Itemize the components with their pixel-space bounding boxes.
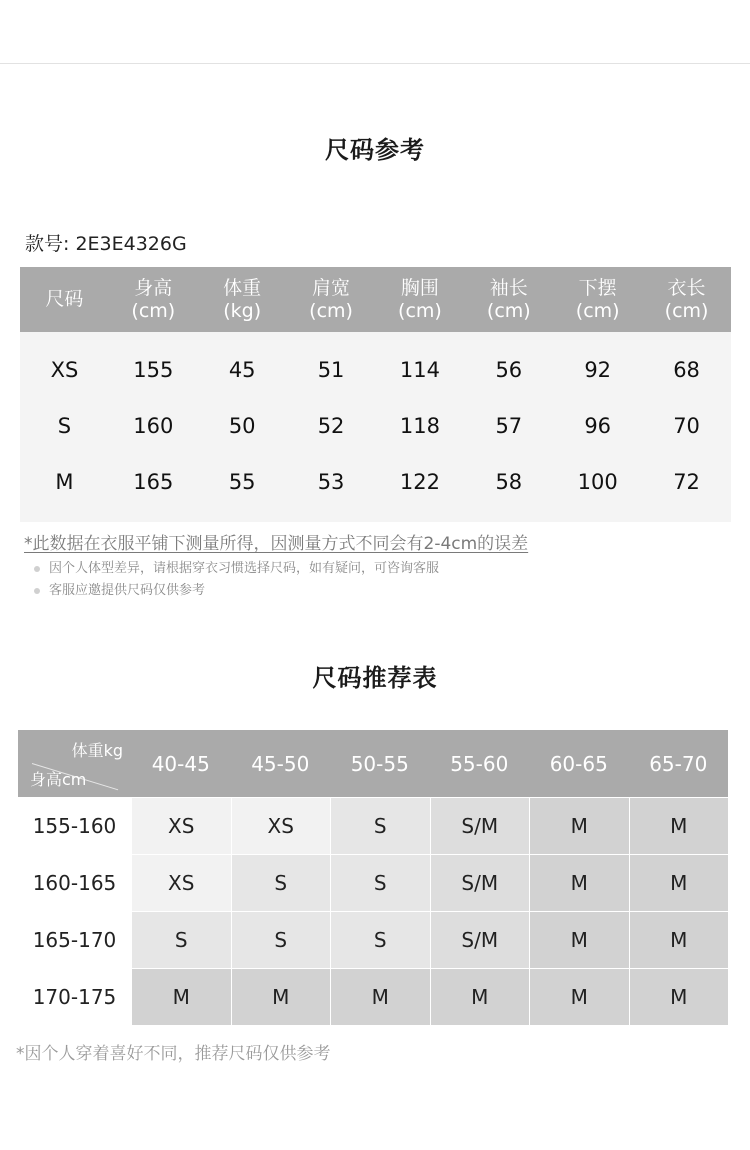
table-cell: 56 [464, 332, 553, 398]
table-cell: 160 [109, 398, 198, 454]
size-cell: S/M [430, 911, 530, 968]
table-cell: 114 [376, 332, 465, 398]
size-cell: S/M [430, 797, 530, 854]
weight-column-header: 65-70 [629, 730, 729, 797]
table-cell: 96 [553, 398, 642, 454]
table-row [18, 854, 728, 911]
table-cell: 45 [198, 332, 287, 398]
height-row-header: 155-160 [18, 797, 131, 854]
height-axis-label: 身高cm [30, 770, 87, 789]
table-row [20, 332, 731, 398]
style-number: 款号: 2E3E4326G [25, 233, 187, 255]
column-header: 衣长 (cm) [642, 267, 731, 332]
table-cell: 122 [376, 454, 465, 522]
size-reference-table [20, 267, 731, 522]
table-cell: 100 [553, 454, 642, 522]
size-cell: M [330, 968, 430, 1025]
recommendation-footnote: *因个人穿着喜好不同，推荐尺码仅供参考 [16, 1044, 331, 1064]
table-row [20, 454, 731, 522]
size-recommendation-title: 尺码推荐表 [312, 664, 438, 692]
weight-column-header: 45-50 [231, 730, 331, 797]
size-cell: M [529, 968, 629, 1025]
column-header: 胸围 (cm) [376, 267, 465, 332]
table-row [18, 797, 728, 854]
table-cell: 155 [109, 332, 198, 398]
height-row-header: 165-170 [18, 911, 131, 968]
table-cell: 57 [464, 398, 553, 454]
size-cell: M [629, 968, 729, 1025]
tip-item: 客服应邀提供尺码仅供参考 [34, 580, 439, 602]
size-cell: S [131, 911, 231, 968]
weight-column-header: 40-45 [131, 730, 231, 797]
size-cell: M [430, 968, 530, 1025]
size-cell: M [529, 797, 629, 854]
table-cell: 165 [109, 454, 198, 522]
size-cell: M [529, 911, 629, 968]
table-row [18, 911, 728, 968]
column-header: 体重 (kg) [198, 267, 287, 332]
table-row [18, 968, 728, 1025]
size-cell: XS [131, 854, 231, 911]
table-cell: 58 [464, 454, 553, 522]
column-header: 下摆 (cm) [553, 267, 642, 332]
size-cell: M [231, 968, 331, 1025]
height-row-header: 170-175 [18, 968, 131, 1025]
height-row-header: 160-165 [18, 854, 131, 911]
tips-list [34, 558, 439, 602]
size-cell: S [330, 854, 430, 911]
weight-column-header: 55-60 [430, 730, 530, 797]
table-cell: 51 [287, 332, 376, 398]
size-reference-title: 尺码参考 [325, 136, 425, 164]
table-header-row [18, 730, 728, 797]
table-cell: 72 [642, 454, 731, 522]
size-cell: M [131, 968, 231, 1025]
table-cell: 50 [198, 398, 287, 454]
table-cell: 92 [553, 332, 642, 398]
weight-column-header: 50-55 [330, 730, 430, 797]
table-cell: 70 [642, 398, 731, 454]
table-header-row [20, 267, 731, 332]
size-cell: S [330, 797, 430, 854]
table-cell: 55 [198, 454, 287, 522]
measurement-note: *此数据在衣服平铺下测量所得，因测量方式不同会有2-4cm的误差 [24, 534, 529, 554]
table-cell: 68 [642, 332, 731, 398]
column-header: 袖长 (cm) [464, 267, 553, 332]
size-cell: S [231, 854, 331, 911]
table-cell: XS [20, 332, 109, 398]
size-cell: M [629, 854, 729, 911]
table-cell: M [20, 454, 109, 522]
column-header: 肩宽 (cm) [287, 267, 376, 332]
size-cell: S [330, 911, 430, 968]
table-row [20, 398, 731, 454]
weight-axis-label: 体重kg [71, 741, 123, 760]
table-cell: 118 [376, 398, 465, 454]
top-divider [0, 63, 750, 64]
table-cell: 53 [287, 454, 376, 522]
column-header: 身高 (cm) [109, 267, 198, 332]
size-cell: M [629, 911, 729, 968]
tip-item: 因个人体型差异，请根据穿衣习惯选择尺码，如有疑问，可咨询客服 [34, 558, 439, 580]
column-header: 尺码 [20, 267, 109, 332]
size-cell: S [231, 911, 331, 968]
weight-column-header: 60-65 [529, 730, 629, 797]
size-cell: M [629, 797, 729, 854]
size-cell: S/M [430, 854, 530, 911]
table-cell: S [20, 398, 109, 454]
corner-header [18, 730, 131, 797]
size-cell: XS [131, 797, 231, 854]
table-cell: 52 [287, 398, 376, 454]
size-cell: M [529, 854, 629, 911]
size-recommendation-table [18, 730, 728, 1025]
size-cell: XS [231, 797, 331, 854]
